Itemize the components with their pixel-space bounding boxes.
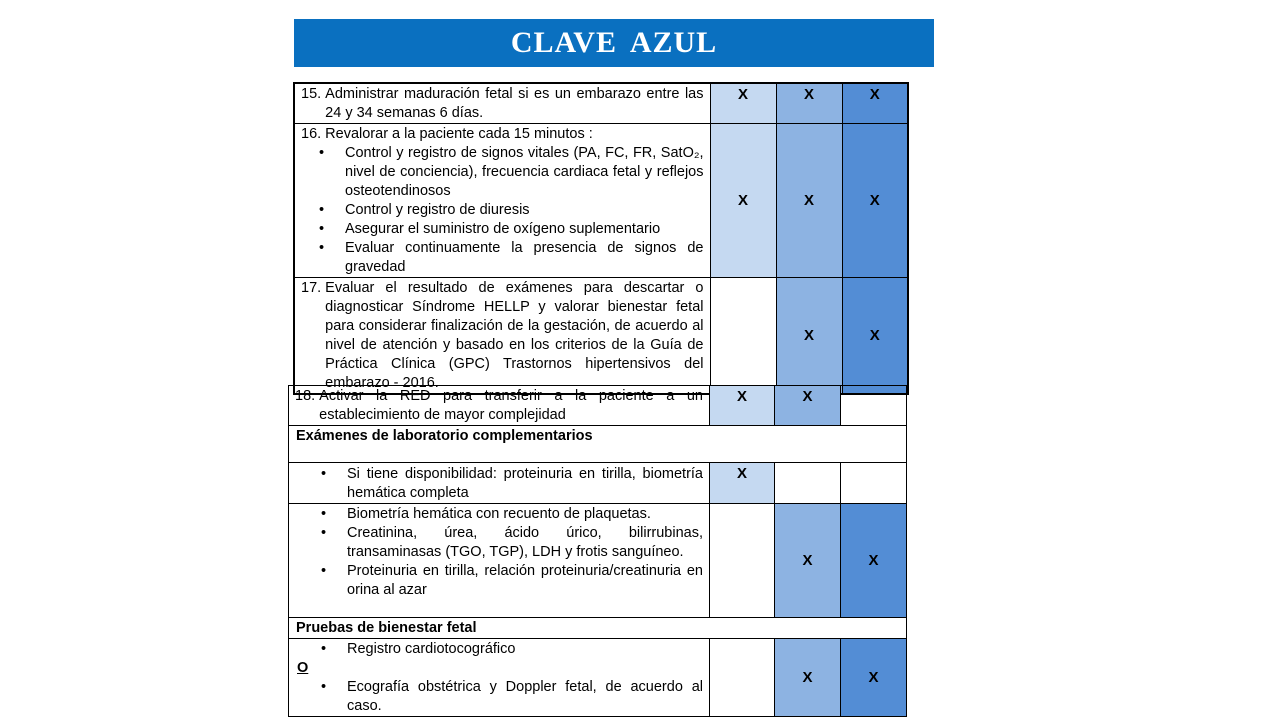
section-header-row	[289, 618, 907, 639]
list-item	[319, 239, 704, 277]
list-item-text: Ecografía obstétrica y Doppler fetal, de acuerdo al caso.	[347, 679, 703, 714]
empty-cell	[841, 386, 907, 426]
mark-cell: X	[776, 83, 842, 124]
table-row	[289, 639, 907, 717]
list-item	[321, 524, 703, 562]
section-header-row	[289, 426, 907, 463]
mark-cell: X	[710, 386, 775, 426]
row-text: Administrar maduración fetal si es un embarazo entre las 24 y 34 semanas 6 días.	[325, 86, 704, 121]
bullet: •	[319, 202, 325, 218]
lab-1-text	[289, 463, 710, 504]
bullet: •	[321, 506, 327, 522]
list-item-text: Biometría hemática con recuento de plaquetas.	[347, 506, 651, 522]
bullet: •	[319, 145, 325, 161]
row-number: 15.	[301, 86, 322, 102]
section-header-lab: Exámenes de laboratorio complementarios	[289, 426, 907, 463]
table-row	[294, 83, 908, 124]
mark-cell: X	[710, 83, 776, 124]
bullet: •	[319, 240, 325, 256]
row-number: 18.	[295, 388, 316, 404]
row-16-text	[294, 124, 710, 278]
empty-cell	[775, 463, 841, 504]
list-item-text: Registro cardiotocográfico	[347, 641, 516, 657]
or-label: O	[297, 660, 309, 676]
page-title: CLAVE AZUL	[510, 26, 718, 59]
row-text: Evaluar el resultado de exámenes para descartar o diagnosticar Síndrome HELLP y valorar bienestar fetal para considerar finalización de la gestación, de acuerdo al nivel de atención y basado en los criterios de la Guía de Práctica Clínica (GPC) Trastornos hipertensivos del embarazo - 2016.	[325, 280, 704, 391]
mark-cell: X	[841, 639, 907, 717]
mark-cell: X	[776, 278, 842, 395]
mark-cell: X	[842, 124, 908, 278]
row-text: Revalorar a la paciente cada 15 minutos :	[325, 126, 593, 142]
row-15-text	[294, 83, 710, 124]
mark-cell: X	[842, 278, 908, 395]
title-banner	[294, 19, 934, 67]
section-header-fetal: Pruebas de bienestar fetal	[289, 618, 907, 639]
empty-cell	[710, 278, 776, 395]
bullet-list	[295, 678, 703, 716]
protocol-table-part-2	[288, 385, 907, 717]
bullet: •	[321, 563, 327, 579]
row-17-text	[294, 278, 710, 395]
table-row	[289, 504, 907, 618]
bullet: •	[319, 221, 325, 237]
empty-cell	[841, 463, 907, 504]
list-item	[321, 678, 703, 716]
list-item	[319, 144, 704, 201]
mark-cell: X	[775, 386, 841, 426]
table-row	[294, 278, 908, 395]
bullet: •	[321, 466, 327, 482]
mark-cell: X	[710, 463, 775, 504]
fetal-text	[289, 639, 710, 717]
row-number: 16.	[301, 126, 322, 142]
bullet-list	[295, 640, 703, 659]
list-item	[321, 562, 703, 600]
list-item	[319, 201, 704, 220]
list-item-text: Creatinina, úrea, ácido úrico, bilirrubinas, transaminasas (TGO, TGP), LDH y frotis sanguíneo.	[347, 525, 703, 560]
bullet-list	[295, 465, 703, 503]
lab-2-text	[289, 504, 710, 618]
mark-cell: X	[776, 124, 842, 278]
list-item-text: Control y registro de diuresis	[345, 202, 530, 218]
table-row	[289, 386, 907, 426]
protocol-table-part-1	[293, 82, 909, 395]
list-item-text: Control y registro de signos vitales (PA, FC, FR, SatO₂, nivel de conciencia), frecuencia cardiaca fetal y reflejos osteotendinosos	[345, 145, 704, 199]
table-row	[294, 124, 908, 278]
empty-cell	[710, 639, 775, 717]
mark-cell: X	[842, 83, 908, 124]
list-item-text: Asegurar el suministro de oxígeno suplementario	[345, 221, 661, 237]
list-item	[321, 465, 703, 503]
bullet: •	[321, 525, 327, 541]
row-number: 17.	[301, 280, 322, 296]
empty-cell	[710, 504, 775, 618]
mark-cell: X	[710, 124, 776, 278]
mark-cell: X	[775, 504, 841, 618]
bullet: •	[321, 679, 327, 695]
list-item	[321, 505, 703, 524]
bullet: •	[321, 641, 327, 657]
list-item	[319, 220, 704, 239]
table-row	[289, 463, 907, 504]
bullet-list	[295, 505, 703, 600]
list-item-text: Evaluar continuamente la presencia de signos de gravedad	[345, 240, 704, 275]
mark-cell: X	[775, 639, 841, 717]
mark-cell: X	[841, 504, 907, 618]
bullet-list	[301, 144, 704, 277]
list-item	[321, 640, 703, 659]
row-18-text	[289, 386, 710, 426]
list-item-text: Si tiene disponibilidad: proteinuria en tirilla, biometría hemática completa	[347, 466, 703, 501]
row-text: Activar la RED para transferir a la paciente a un establecimiento de mayor complejidad	[319, 388, 703, 423]
list-item-text: Proteinuria en tirilla, relación proteinuria/creatinuria en orina al azar	[347, 563, 703, 598]
